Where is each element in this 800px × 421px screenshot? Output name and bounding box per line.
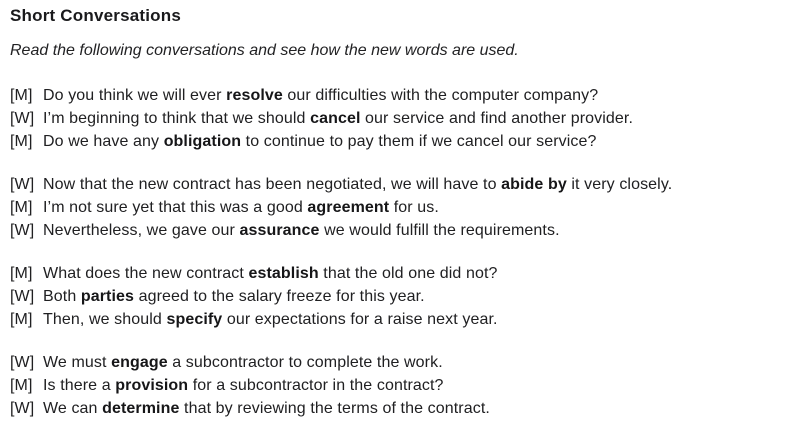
line-text-post: we would fulfill the requirements.	[319, 222, 560, 239]
line-text-post: a subcontractor to complete the work.	[167, 354, 443, 371]
conversation-block	[10, 262, 788, 331]
speaker-tag: [W]	[10, 110, 35, 127]
vocabulary-word: engage	[111, 354, 168, 371]
speaker-tag: [W]	[10, 288, 35, 305]
vocabulary-word: resolve	[226, 87, 283, 104]
vocabulary-word: abide by	[501, 176, 567, 193]
conversations	[10, 84, 788, 420]
line-text-post: our expectations for a raise next year.	[222, 311, 498, 328]
line-text	[43, 173, 788, 196]
line-text-pre: I’m beginning to think that we should	[43, 110, 311, 127]
line-text-pre: Nevertheless, we gave our	[43, 222, 240, 239]
line-text-pre: We must	[43, 354, 112, 371]
conversation-line	[10, 285, 788, 308]
line-text-pre: We can	[43, 400, 103, 417]
line-text-pre: I’m not sure yet that this was a good	[43, 199, 308, 216]
line-text-post: our difficulties with the computer company?	[282, 87, 599, 104]
speaker-tag: [M]	[10, 87, 33, 104]
conversation-line	[10, 196, 788, 219]
line-text-pre: Now that the new contract has been negotiated, we will have to	[43, 176, 502, 193]
conversation-line	[10, 262, 788, 285]
vocabulary-word: agreement	[307, 199, 390, 216]
vocabulary-word: parties	[80, 288, 135, 305]
line-text-post: agreed to the salary freeze for this year.	[134, 288, 425, 305]
line-text	[43, 397, 788, 420]
conversation-line	[10, 107, 788, 130]
conversation-line	[10, 374, 788, 397]
conversation-line	[10, 397, 788, 420]
conversation-line	[10, 308, 788, 331]
conversation-line	[10, 351, 788, 374]
speaker-tag: [W]	[10, 354, 35, 371]
line-text	[43, 219, 788, 242]
line-text	[43, 107, 788, 130]
line-text-pre: Do you think we will ever	[43, 87, 227, 104]
speaker-tag: [W]	[10, 176, 35, 193]
line-text-post: our service and find another provider.	[360, 110, 634, 127]
line-text-post: for us.	[389, 199, 439, 216]
line-text-post: to continue to pay them if we cancel our service?	[241, 133, 597, 150]
vocabulary-word: establish	[248, 265, 319, 282]
conversation-line	[10, 84, 788, 107]
conversation-block	[10, 84, 788, 153]
line-text	[43, 374, 788, 397]
line-text-pre: What does the new contract	[43, 265, 249, 282]
line-text-post: that the old one did not?	[318, 265, 498, 282]
speaker-tag: [M]	[10, 311, 33, 328]
line-text	[43, 308, 788, 331]
instruction-text: Read the following conversations and see how the new words are used.	[10, 42, 519, 59]
line-text-pre: Both	[43, 288, 81, 305]
vocabulary-word: cancel	[310, 110, 361, 127]
speaker-tag: [W]	[10, 400, 35, 417]
vocabulary-word: specify	[166, 311, 223, 328]
conversation-line	[10, 173, 788, 196]
speaker-tag: [M]	[10, 133, 33, 150]
line-text-post: it very closely.	[566, 176, 673, 193]
conversation-block	[10, 173, 788, 242]
speaker-tag: [W]	[10, 222, 35, 239]
conversation-line	[10, 130, 788, 153]
line-text	[43, 84, 788, 107]
vocabulary-word: obligation	[163, 133, 242, 150]
speaker-tag: [M]	[10, 377, 33, 394]
line-text-pre: Do we have any	[43, 133, 164, 150]
vocabulary-word: assurance	[239, 222, 320, 239]
line-text-post: that by reviewing the terms of the contract.	[179, 400, 490, 417]
line-text	[43, 262, 788, 285]
line-text	[43, 351, 788, 374]
conversation-line	[10, 219, 788, 242]
vocabulary-word: provision	[115, 377, 189, 394]
line-text-pre: Then, we should	[43, 311, 167, 328]
line-text	[43, 196, 788, 219]
vocabulary-word: determine	[102, 400, 180, 417]
line-text	[43, 285, 788, 308]
speaker-tag: [M]	[10, 199, 33, 216]
section-title: Short Conversations	[10, 6, 181, 25]
line-text	[43, 130, 788, 153]
speaker-tag: [M]	[10, 265, 33, 282]
line-text-post: for a subcontractor in the contract?	[188, 377, 444, 394]
line-text-pre: Is there a	[43, 377, 116, 394]
conversation-block	[10, 351, 788, 420]
